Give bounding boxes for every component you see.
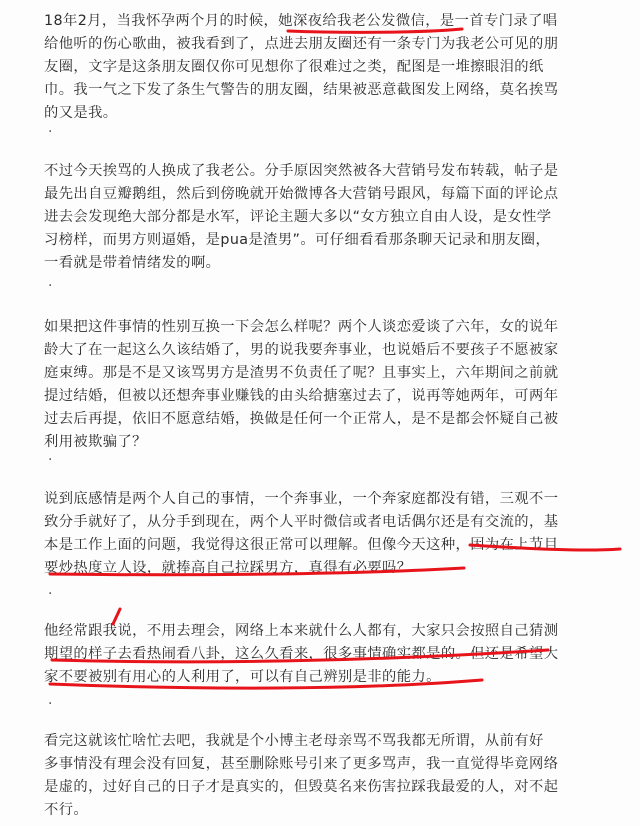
text-line: 友圈，文字是这条朋友圈仅你可见想你了很难过之类，配图是一堆擦眼泪的纸 (44, 59, 544, 75)
paragraph-5 (44, 620, 614, 689)
text-line: 说到底感情是两个人自己的事情，一个奔事业，一个奔家庭都没有错，三观不一 (44, 491, 559, 507)
text-line: 的又是我。 (44, 105, 118, 121)
text-line: 一看就是带着情绪发的啊。 (44, 255, 221, 271)
text-line: 要炒热度立人设，就捧高自己拉踩男方，真得有必要吗？ (44, 560, 412, 576)
text-line: 给他听的伤心歌曲，被我看到了，点进去朋友圈还有一条专门为我老公可见的朋 (44, 36, 559, 52)
separator-dot: · (48, 124, 53, 140)
separator-dot: · (48, 452, 53, 468)
text-line: 是虚的，过好自己的日子才是真实的，但毁莫名来伤害拉踩我最爱的人，对不起 (44, 779, 559, 795)
text-line: 致分手就好了，从分手到现在，两个人平时微信或者电话偶尔还是有交流的，基 (44, 514, 559, 530)
text-line: 家不要被别有用心的人利用了，可以有自己辨别是非的能力。 (44, 669, 441, 685)
text-line: 习榜样，而男方则逼婚，是pua是渣男”。可仔细看看那条聊天记录和朋友圈， (44, 232, 551, 248)
text-line: 看完这就该忙啥忙去吧，我就是个小博主老母亲骂不骂我都无所谓，从前有好 (44, 733, 544, 749)
separator-dot: · (48, 696, 53, 712)
text-line: 巾。我一气之下发了条生气警告的朋友圈，结果被恶意截图发上网络，莫名挨骂 (44, 82, 559, 98)
separator-dot: · (48, 586, 53, 602)
separator-dot: · (48, 278, 53, 294)
text-line: 他经常跟我说，不用去理会，网络上本来就什么人都有，大家只会按照自己猜测 (44, 623, 559, 639)
paragraph-6 (44, 730, 614, 822)
text-line: 庭束缚。那是不是又该骂男方是渣男不负责任了呢？且事实上，六年期间之前就 (44, 365, 559, 381)
text-line: 本是工作上面的问题，我觉得这很正常可以理解。但像今天这种，因为在上节目 (44, 537, 559, 553)
paragraph-3 (44, 316, 614, 454)
text-line: 多事情没有理会没有回复，甚至删除账号引来了更多骂声，我一直觉得毕竟网络 (44, 756, 559, 772)
text-line: 期望的样子去看热闹看八卦，这么久看来，很多事情确实都是的。但还是希望大 (44, 646, 559, 662)
text-line: 不行。 (44, 802, 89, 818)
text-line: 进去会发现绝大部分都是水军，评论主题大多以“女方独立自由人设，是女性学 (44, 209, 552, 225)
text-line: 不过今天挨骂的人换成了我老公。分手原因突然被各大营销号发布转载，帖子是 (44, 163, 559, 179)
text-line: 18年2月，当我怀孕两个月的时候，她深夜给我老公发微信，是一首专门录了唱 (44, 13, 558, 29)
paragraph-4 (44, 488, 614, 580)
text-line: 过去后再提，依旧不愿意结婚，换做是任何一个正常人，是不是都会怀疑自己被 (44, 411, 559, 427)
paragraph-1 (44, 10, 614, 125)
text-line: 利用被欺骗了？ (44, 434, 147, 450)
text-line: 最先出自豆瓣鹅组，然后到傍晚就开始微博各大营销号跟风，每篇下面的评论点 (44, 186, 559, 202)
paragraph-2 (44, 160, 614, 275)
text-line: 提过结婚，但被以还想奔事业赚钱的由头给搪塞过去了，说再等她两年，可两年 (44, 388, 559, 404)
text-line: 如果把这件事情的性别互换一下会怎么样呢？两个人谈恋爱谈了六年，女的说年 (44, 319, 559, 335)
text-line: 龄大了在一起这么久该结婚了，男的说我要奔事业，也说婚后不要孩子不愿被家 (44, 342, 559, 358)
